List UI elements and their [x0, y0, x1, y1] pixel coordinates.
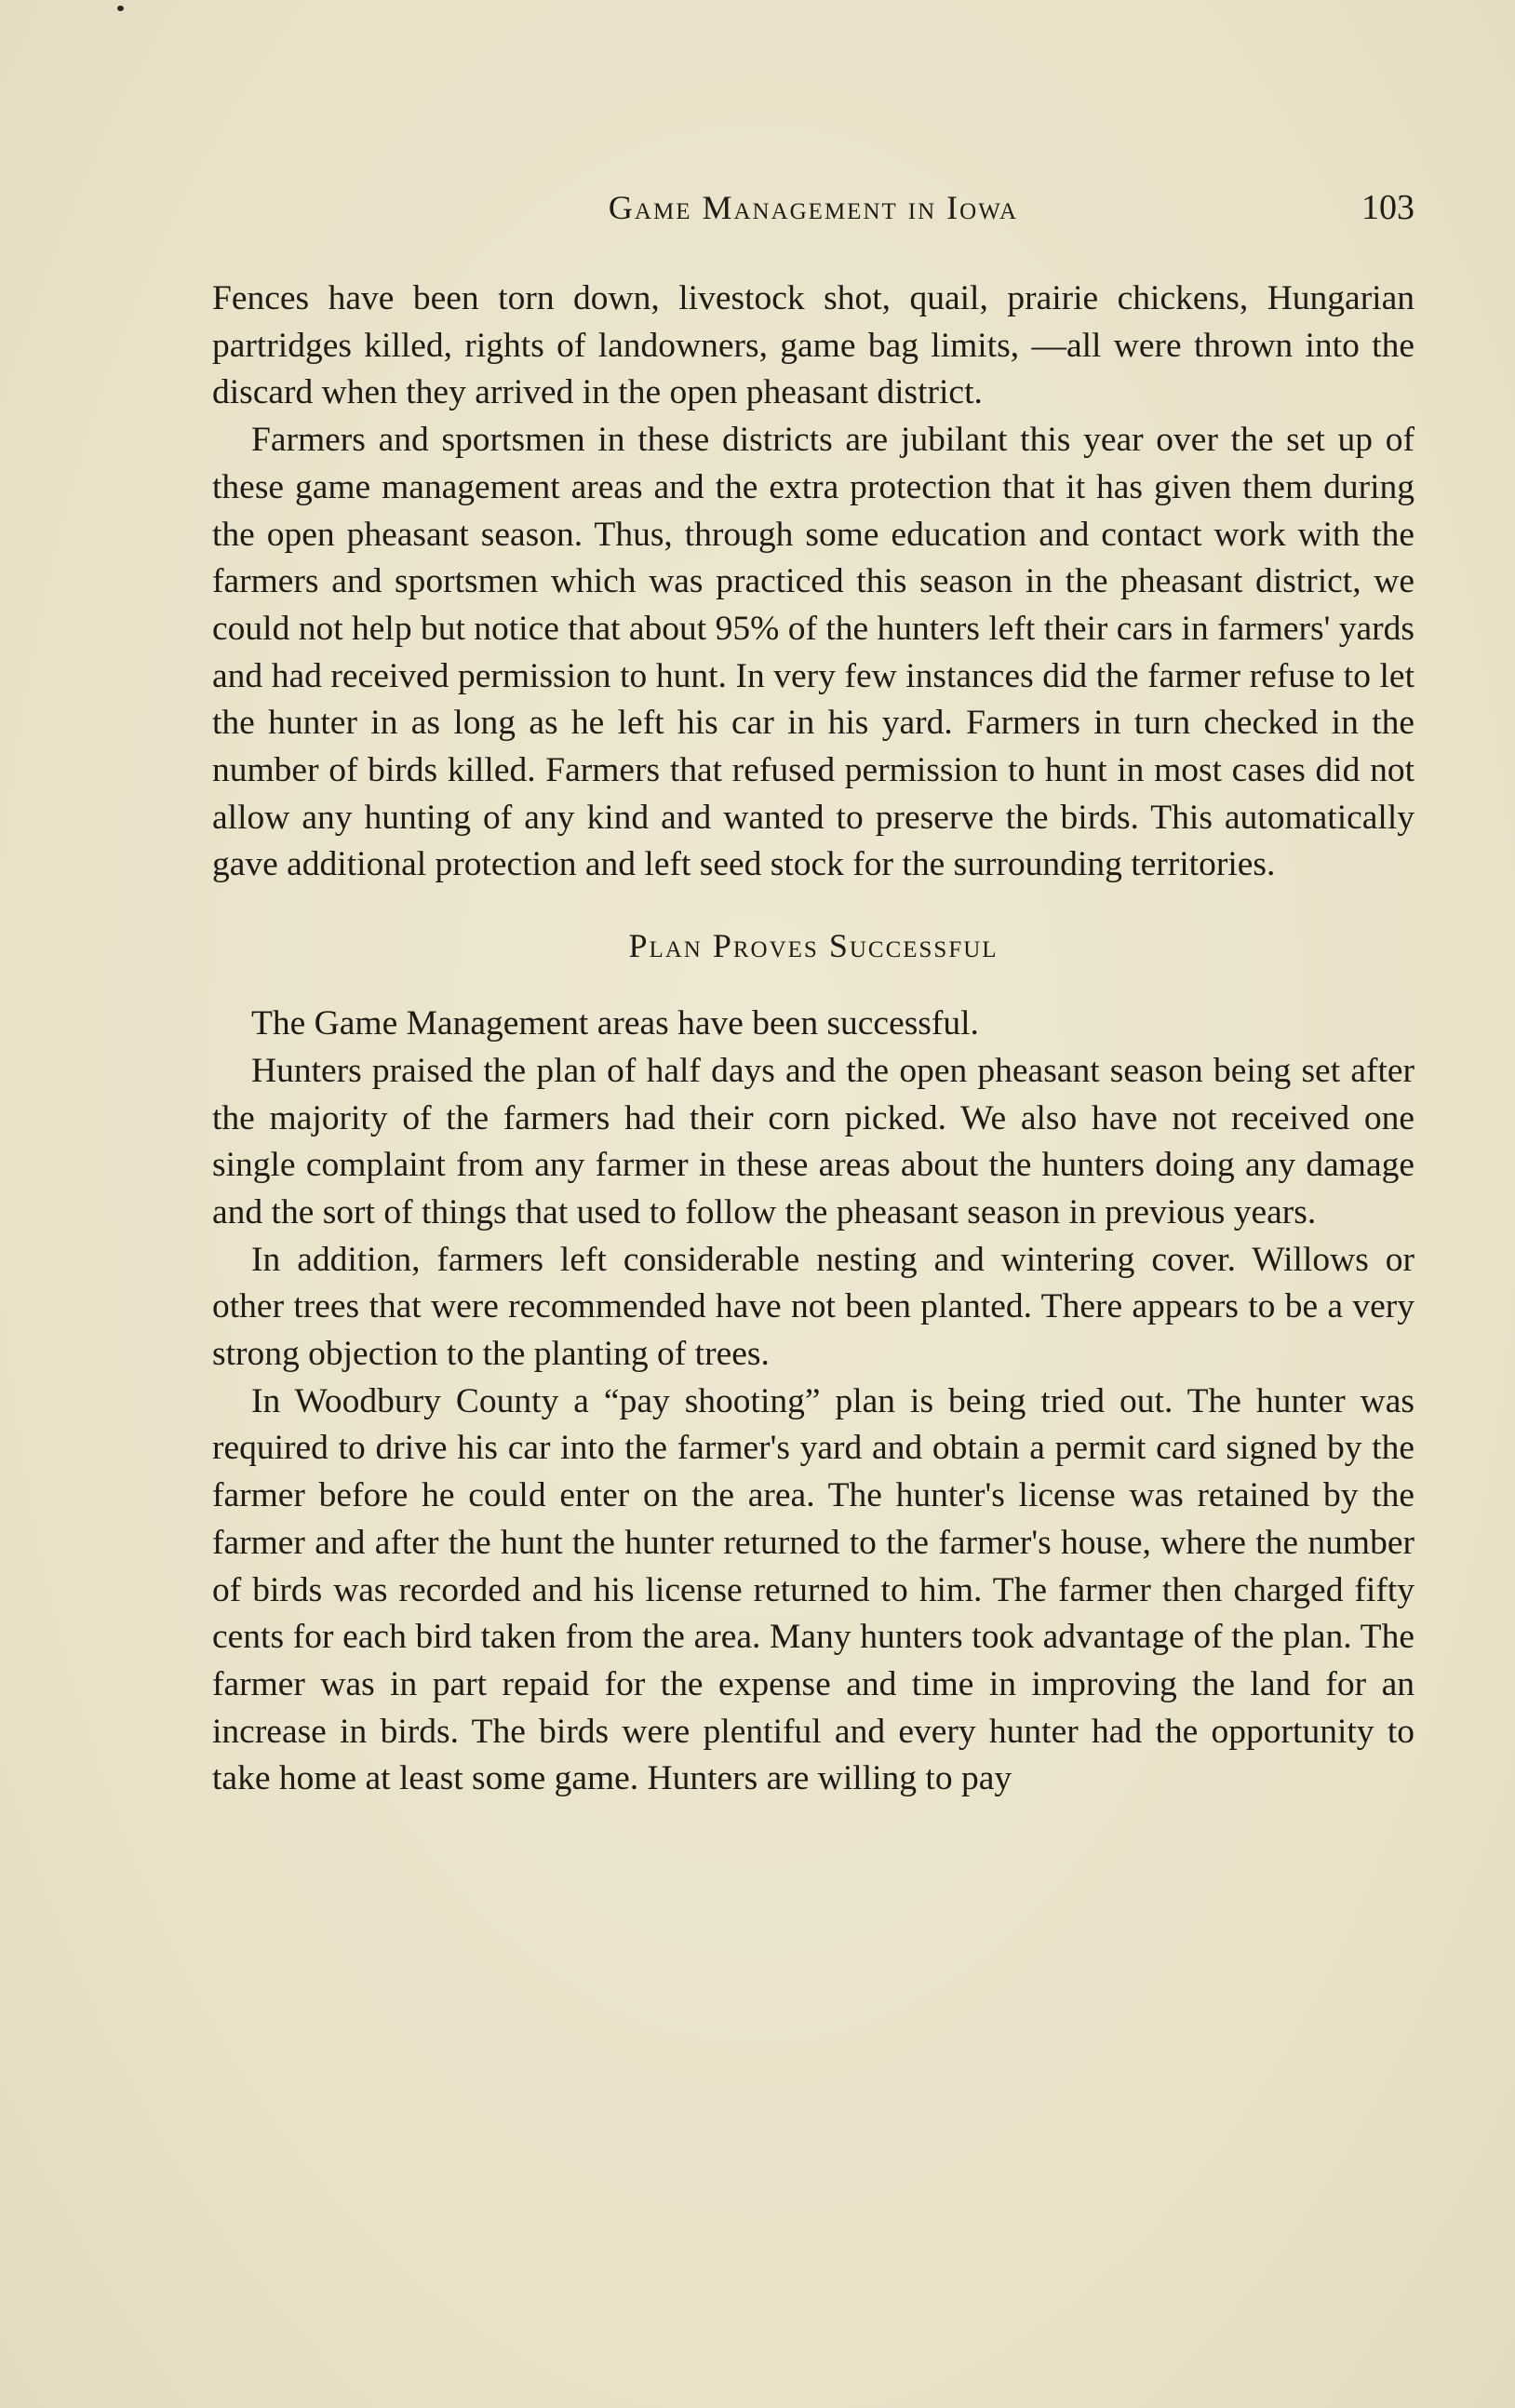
page-number: 103: [1361, 188, 1414, 227]
paragraph: Hunters praised the plan of half days and the open pheasant season being set after the majority of the farmers had their corn picked. We also have not received one single complaint from any farmer in these areas about the hunters doing any damage and the sort of things that used to follow the pheasant season in previous years.: [212, 1051, 1414, 1231]
running-title: Game Management in Iowa: [608, 189, 1019, 226]
paragraph: Fences have been torn down, livestock shot, quail, prairie chickens, Hungarian partridges killed, rights of landowners, game bag limits, —all were thrown into the discard when they arrived in the open pheasant district.: [212, 279, 1414, 412]
running-header: [212, 184, 1414, 231]
ink-speck: [117, 6, 124, 11]
paragraph: In addition, farmers left considerable nesting and wintering cover. Willows or other trees that were recommended have not been planted. There appears to be a very strong objection to the planting of trees.: [212, 1240, 1414, 1374]
paragraph: Farmers and sportsmen in these districts are jubilant this year over the set up of these game management areas and the extra protection that it has given them during the open pheasant season. Thus, through some education and contact work with the farmers and sportsmen which was practiced this season in the pheasant district, we could not help but notice that about 95% of the hunters left their cars in farmers' yards and had received permission to hunt. In very few instances did the farmer refuse to let the hunter in as long as he left his car in his yard. Farmers in turn checked in the number of birds killed. Farmers that refused permission to hunt in most cases did not allow any hunting of any kind and wanted to preserve the birds. This automatically gave additional protection and left seed stock for the surrounding territories.: [212, 421, 1414, 884]
body-text: [212, 276, 1414, 1803]
paragraph: In Woodbury County a “pay shooting” plan is being tried out. The hunter was required to drive his car into the farmer's yard and obtain a permit card signed by the farmer before he could enter on the area. The hunter's license was retained by the farmer and after the hunt the hunter returned to the farmer's house, where the number of birds was recorded and his license returned to him. The farmer then charged fifty cents for each bird taken from the area. Many hunters took advantage of the plan. The farmer was in part repaid for the expense and time in improving the land for an increase in birds. The birds were plentiful and every hunter had the opportunity to take home at least some game. Hunters are willing to pay: [212, 1381, 1414, 1798]
section-heading: Plan Proves Successful: [628, 927, 999, 965]
paragraph: The Game Management areas have been successful.: [251, 1004, 979, 1043]
